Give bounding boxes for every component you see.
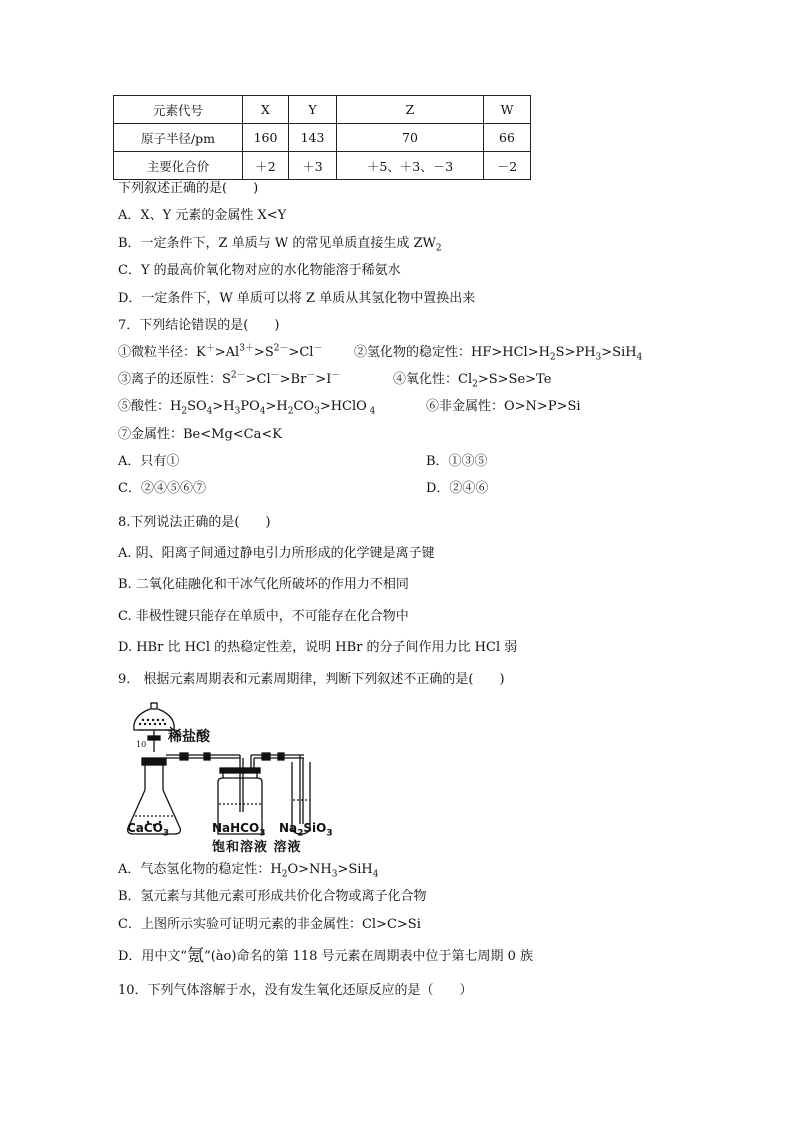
q7-option-a: A．只有① [118, 454, 180, 469]
q7-item-5-text: ⑤酸性：H [118, 399, 182, 414]
table-header-cell: Z [337, 96, 484, 124]
q7-item-4-text: >S>Se>Te [477, 372, 552, 387]
q6-option-c: C．Y 的最高价氧化物对应的水化物能溶于稀氨水 [118, 263, 401, 278]
sub: 3 [234, 406, 241, 417]
sub: 2 [181, 406, 188, 417]
table-header-row [114, 96, 531, 124]
q7-item-1-text: ①微粒半径：K [118, 345, 206, 360]
table-cell: 66 [484, 124, 531, 152]
nahco3-label [212, 821, 266, 839]
q7-item-1 [118, 345, 322, 361]
na2sio3-text: SiO [303, 821, 327, 835]
table-cell: －2 [484, 152, 531, 180]
table-cell: 143 [289, 124, 337, 152]
apparatus-diagram [120, 700, 360, 864]
q7-item-3-text: >Cl [245, 372, 271, 387]
q9-stem: 9． 根据元素周期表和元素周期律，判断下列叙述不正确的是( ) [118, 672, 505, 687]
sup: － [331, 370, 341, 381]
q7-option-b: B．①③⑤ [426, 454, 488, 469]
sup: － [306, 370, 316, 381]
q6-option-b-text: B．一定条件下，Z 单质与 W 的常见单质直接生成 ZW [118, 236, 436, 251]
sub: 2 [297, 828, 304, 839]
sub: 3 [595, 352, 602, 363]
sub: 2 [281, 869, 288, 880]
q8-option-d: D. HBr 比 HCl 的热稳定性差，说明 HBr 的分子间作用力比 HCl 弱 [118, 640, 518, 655]
q9-option-a-text: >SiH [337, 862, 373, 877]
q7-item-7: ⑦金属性：Be<Mg<Ca<K [118, 427, 282, 442]
sub: 4 [259, 406, 266, 417]
q6-option-d: D．一定条件下，W 单质可以将 Z 单质从其氢化物中置换出来 [118, 291, 476, 306]
sub: 2 [472, 379, 478, 390]
table-header-cell: Y [289, 96, 337, 124]
table-cell: ＋3 [289, 152, 337, 180]
q7-option-c: C．②④⑤⑥⑦ [118, 481, 206, 496]
sub: 3 [162, 828, 170, 839]
sub: 3 [331, 869, 338, 880]
q6-option-b [118, 236, 442, 252]
q9-option-c: C．上图所示实验可证明元素的非金属性：Cl>C>Si [118, 917, 421, 932]
q7-item-4 [393, 372, 551, 388]
sub: 4 [636, 352, 643, 363]
sub: 4 [372, 869, 379, 880]
nahco3-text: NaHCO [212, 821, 260, 835]
sub: 4 [366, 406, 376, 417]
q8-option-a: A. 阴、阳离子间通过静电引力所形成的化学键是离子键 [118, 546, 435, 561]
sup: － [270, 370, 280, 381]
q9-option-a-text: A．气态氢化物的稳定性：H [118, 862, 282, 877]
q7-option-d: D．②④⑥ [426, 481, 489, 496]
q7-item-4-text: ④氧化性：Cl [393, 372, 473, 387]
sup: 2－ [273, 343, 289, 354]
sub: 3 [259, 828, 266, 839]
q7-item-3 [118, 372, 340, 388]
q7-item-5-text: >H [265, 399, 288, 414]
table-row [114, 124, 531, 152]
table-header-cell: 元素代号 [114, 96, 243, 124]
table-header-cell: W [484, 96, 531, 124]
sup: 2－ [230, 370, 246, 381]
sup: ＋ [205, 343, 215, 354]
q6-option-b-sub: 2 [435, 243, 442, 254]
table-row [114, 152, 531, 180]
na2sio3-label [279, 821, 333, 839]
funnel-mark: 10 [136, 740, 147, 749]
ao-character: 氪 [187, 946, 205, 966]
caco3-label [127, 821, 170, 839]
q7-item-2-text: ②氢化物的稳定性：HF>HCl>H [354, 345, 550, 360]
sub: 3 [314, 406, 320, 417]
table-cell: ＋2 [243, 152, 289, 180]
q7-item-1-text: >S [253, 345, 274, 360]
q9-option-a [118, 862, 379, 878]
q7-item-5-text: CO [293, 399, 315, 414]
q7-item-5 [118, 399, 375, 415]
q7-item-5-text: >HClO [319, 399, 367, 414]
q7-item-3-text: ③离子的还原性：S [118, 372, 231, 387]
na2sio3-text: Na [279, 821, 298, 835]
table-header-cell: X [243, 96, 289, 124]
q7-item-5-text: >H [212, 399, 235, 414]
q9-option-d-text: D．用中文“ [118, 949, 188, 964]
sub: 3 [326, 828, 333, 839]
q8-option-c: C. 非极性键只能存在单质中，不可能存在化合物中 [118, 609, 409, 624]
q10-stem: 10．下列气体溶解于水，没有发生氧化还原反应的是（ ） [118, 983, 473, 998]
solution-label: 饱和溶液 溶液 [212, 840, 302, 855]
caco3-text: CaCO [127, 821, 163, 835]
q7-item-2-text: >SiH [601, 345, 637, 360]
table-cell: ＋5、＋3、－3 [337, 152, 484, 180]
q7-item-5-text: PO [240, 399, 260, 414]
sub: 2 [549, 352, 556, 363]
q7-item-3-text: >I [315, 372, 332, 387]
q7-item-2 [354, 345, 642, 361]
q7-item-1-text: >Cl [288, 345, 314, 360]
q6-option-a: A．X、Y 元素的金属性 X<Y [118, 208, 287, 223]
table-cell: 70 [337, 124, 484, 152]
table-cell: 主要化合价 [114, 152, 243, 180]
sub: 4 [206, 406, 213, 417]
element-table [113, 95, 531, 180]
table-cell: 原子半径/pm [114, 124, 243, 152]
q7-item-6: ⑥非金属性：O>N>P>Si [426, 399, 581, 414]
q7-item-1-text: >Al [214, 345, 240, 360]
q8-stem: 8.下列说法正确的是( ) [118, 515, 271, 530]
sup: 3＋ [239, 343, 254, 354]
acid-label: 稀盐酸 [168, 729, 210, 745]
q7-item-2-text: S>PH [555, 345, 596, 360]
q6-stem: 下列叙述正确的是( ) [118, 181, 259, 196]
q7-item-3-text: >Br [279, 372, 307, 387]
sup: － [313, 343, 323, 354]
sub: 2 [287, 406, 294, 417]
q8-option-b: B. 二氧化硅融化和干冰气化所破坏的作用力不相同 [118, 577, 409, 592]
table-cell: 160 [243, 124, 289, 152]
q7-stem: 7．下列结论错误的是( ) [118, 318, 280, 333]
q9-option-d-text: ”(ào)命名的第 118 号元素在周期表中位于第七周期 0 族 [204, 949, 534, 964]
q9-option-b: B．氢元素与其他元素可形成共价化合物或离子化合物 [118, 889, 427, 904]
q9-option-d [118, 948, 533, 965]
q7-item-5-text: SO [187, 399, 207, 414]
q9-option-a-text: O>NH [287, 862, 332, 877]
